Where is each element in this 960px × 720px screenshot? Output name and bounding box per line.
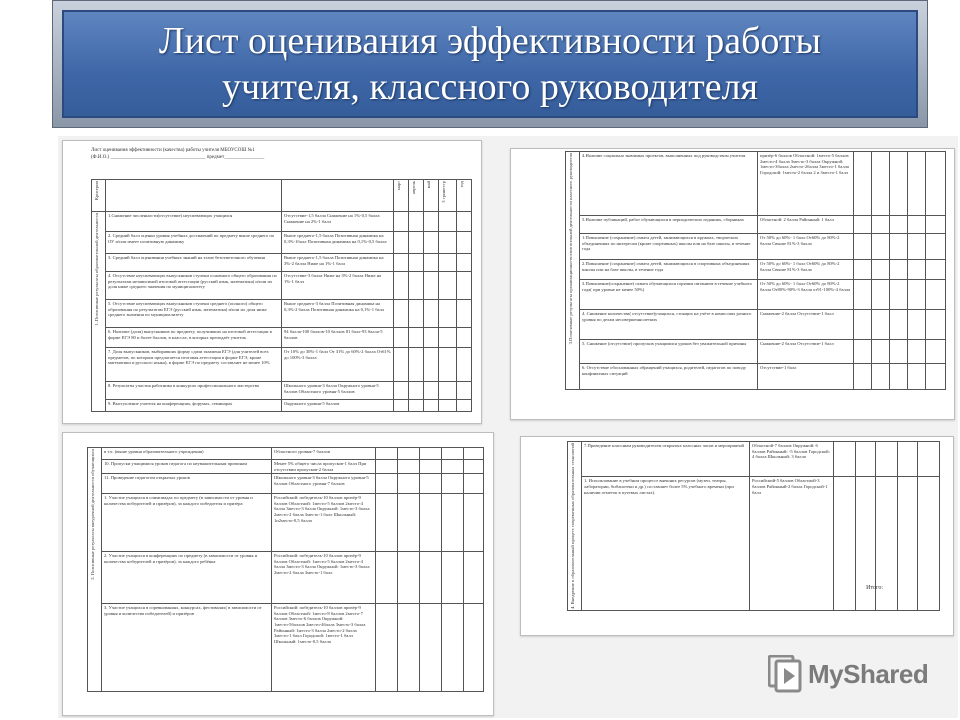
scan-page-4 [520, 436, 954, 636]
page3-row-score: Менее 5% общего числа пропусков-1 балл При отсутствии пропусков-2 балла [272, 460, 376, 474]
scanned-documents-area [58, 136, 958, 718]
page2-row-indicator: 4.Наличие социально значимых проектов, выполненных под руководством учителя [580, 152, 758, 216]
page3-row-indicator: 10. Пропуски учащимися уроков педагога по неуважительным причинам [102, 460, 272, 474]
myshared-watermark-text: MyShared [808, 658, 929, 689]
page1-month-1: март [394, 180, 409, 212]
page3-table [87, 447, 484, 692]
page3-row-indicator: 3. Участие учащихся в соревнованиях, конкурсах, фестивалях( в зависимости от уровня и количества победителей) и призёров [102, 604, 272, 692]
page2-table [565, 151, 946, 390]
page2-row-score: Снижение-2 балла Отсутствие-1 балл [758, 340, 854, 364]
page4-row-indicator: 1. Использование в учебном процессе внешних ресурсов (музеи, театры, лаборатории, библиотеки и др.) составляет более 5% учебного времени (при наличии отметок в путевых листах). [582, 477, 750, 610]
page2-row-score: призёр-6 баллов Областной: 1место-5 баллов 2место-4 балла 3место-3 балла Окружной: 1место-3балла 2место-2балла 3место-1 балла Городской: 1место-2 балла 2 и 3место-1 балл [758, 152, 854, 216]
page3-row-score: Областного уровня-7 баллов [272, 448, 376, 460]
page1-group-label: 1. Позитивные результаты образовательной деятельности [92, 212, 106, 412]
page3-row-indicator: 11. Проведение педагогом открытых уроков [102, 474, 272, 494]
page1-row-indicator: 2. Средний балл оценки уровня учебных достижений по предмету выше среднего по ОУ и/или имеет позитивную динамику [106, 232, 282, 254]
page1-month-5: год [457, 180, 472, 212]
page1-row-indicator: 9. Выступление учителя на конференциях, форумах, семинарах [106, 400, 282, 412]
title-banner [62, 10, 918, 118]
page1-row-score: Окружного уровня-5 баллов [282, 400, 394, 412]
page2-row-score: Областной: 2 балла Районный: 1 балл [758, 216, 854, 234]
page1-row-indicator: 8. Результаты участия работника в конкурсах профессионального мастерства [106, 382, 282, 400]
myshared-logo-icon [768, 655, 802, 693]
page1-row-score: Выше среднего-1,5 балла Позитивная динамика на 0,3%-1балл Позитивная динамика на 0,1%-0,5 балла [282, 232, 394, 254]
page1-row-score: Отсутствие-1,5 балла Снижение на 1%-0,5 балла Снижение на 2%-1 балл [282, 212, 394, 232]
page1-heading: Лист оценивания эффективности (качества) работы учителя МБОУСОШ №1 [91, 148, 255, 153]
page4-total-label: Итого: [866, 585, 883, 591]
page2-row-indicator: 5. Снижение (отсутствие) пропусков учащимися уроков без уважительной причины [580, 340, 758, 364]
page1-row-score: Выше среднего-1,5 балла Позитивная динамика на 3%-2 балла Ниже на 1%-1 балл [282, 254, 394, 272]
page1-row-indicator: 5. Отсутствие неуспевающих выпускников ступени среднего (полного) общего образования по результатам ЕГЭ (русский язык, математика) и/или их доля ниже среднего значения по муниципалитету [106, 300, 282, 328]
page1-row-indicator: 7. Доля выпускников, выбиравших форму сдачи экзамена ЕГЭ (для учителей всех предметов, по которым предлагается итоговая аттестация в форме ЕГЭ, кроме математики и русского языка), в форме ЕГЭ по предмету составляет не менее 10% [106, 348, 282, 382]
page3-group-label: 2. Позитивные результаты внеурочной деятельности обучающихся [88, 448, 102, 692]
page3-row-score: Российский: победитель-10 баллов призёр-9 баллов Областной: 1место-5 баллов 2место-4 балла 3место-3 балла Окружной: 1место-3 балла 2место-2 балла 3место-1 балл [272, 552, 376, 604]
scan-page-1 [62, 140, 482, 424]
page1-fio: (Ф.И.О.) ______________________________________ предмет________________ [91, 155, 265, 160]
page2-row-score: Отсутствие-1 балл [758, 364, 854, 390]
page4-row-score: Областной-7 баллов Окружной: 6 баллов Районный: -5 баллов Городской: 4 балла Школьный: 3 балла [750, 442, 834, 477]
page1-row-score: Отсутствие-3 балла Ниже на 3%-2 балла Ниже на 1%-1 балл [282, 272, 394, 300]
page1-row-score: Выше среднего-3 балла Позитивная динамика на 0,3%-2 балла Позитивная динамика на 0,1%-1 балл [282, 300, 394, 328]
page1-criteria-header: Критерии [92, 180, 106, 212]
page2-row-indicator: 5.Наличие публикаций, работ обучающихся в периодических изданиях, сборниках [580, 216, 758, 234]
page3-row-score: Российский: победитель-10 баллов призёр-9 баллов Областной: 1место-5 баллов 2место-4 балла 3место-3 балла Окружной: 1место-3 балла 2место-2 балла 3место-1 балл Школьный: 1и2место-0,5 балла [272, 494, 376, 552]
page2-row-indicator: 3.Повышение(сохранение) охвата обучающихся горячим питанием в течение учебного года( при уровне не менее 50%) [580, 280, 758, 310]
page4-group-label: 4. Внедрение в образовательный процесс современных образовательных технологий [568, 442, 582, 611]
page4-table [567, 441, 940, 611]
page1-row-score: 94 балла-100 баллов-10 баллов 81 балл-93 балла-5 баллов [282, 328, 394, 348]
page2-row-indicator: 6. Отсутствие обоснованных обращений учащихся, родителей, педагогов по поводу конфликтных ситуаций [580, 364, 758, 390]
page1-row-score: От 10% до 30%-1 балл От 31% до 60%-2 балла От61% до 100%-3 балла [282, 348, 394, 382]
title-line-1: Лист оценивания эффективности работы [158, 20, 822, 62]
page3-row-score: Российский: победитель-10 баллов призёр-9 баллов Областной: 1место-8 баллов 2место-7 баллов 3место-6 баллов Окружной: 1место-5баллов 2место-4балла 3место-3 балла Районный: 1место-3 балла 2место-2 балла 3место-1 балл Городской: 1место-1 балл Школьный: 1место-0,5 балла [272, 604, 376, 692]
page1-month-2: апрель [409, 180, 424, 212]
page2-row-score: От 50% до 60%- 1 балл От60% до 80%-2 балла От80%-90%-3 балла от91-100%-4 балла [758, 280, 854, 310]
page2-row-score: От 50% до 60%- 1 балл От60% до 80%-2 балла Свыше 81%-3 балла [758, 260, 854, 280]
page1-row-indicator: 6. Наличие (доля) выпускников по предмету, получивших на итоговой аттестации в форме ЕГЭ 80 и более баллов, в классах, в которых преподаёт учитель [106, 328, 282, 348]
page2-row-indicator: 4. Снижение количества( отсутствие)учащихся, стоящих на учёте в комиссиях разного уровня по делам несовершеннолетних [580, 310, 758, 340]
page1-header [91, 147, 471, 161]
page2-group-label: 3.Позитивные результаты организационно-воспитательной деятельности классного руководителя [566, 152, 580, 390]
title-line-2: учителя, классного руководителя [221, 66, 759, 108]
scan-page-3 [62, 432, 494, 716]
page2-row-indicator: 2.Повышение (сохранение) охвата детей, занимающихся в спортивных объединениях школы или на базе школы, в течение года [580, 260, 758, 280]
scan-page-2 [510, 148, 955, 420]
myshared-watermark [768, 652, 928, 696]
page4-row-indicator: 7.Проведение классным руководителем открытых классных часов и мероприятий [582, 442, 750, 477]
page1-month-3: май [424, 180, 439, 212]
page1-month-4: 3 триместр [439, 180, 457, 212]
page3-row-indicator: 2. Участие учащихся в конференциях по предмету (в зависимости от уровня и количества победителей и призёров), за каждого ребёнка [102, 552, 272, 604]
page2-row-score: Снижение-2 балла Отсутствие-1 балл [758, 310, 854, 340]
page3-row-indicator: в т.ч. (выше уровня образовательного учреждения) [102, 448, 272, 460]
page3-row-indicator: 1. Участие учащихся в олимпиадах по предмету (в зависимости от уровня и количества победителей и призёров), за каждого победителя и призёра [102, 494, 272, 552]
page1-row-indicator: 3. Средний балл оценивания учебных знаний на этапе безотметочного обучения [106, 254, 282, 272]
page3-row-score: Школьного уровня-3 балла Окружного уровня-5 баллов Областного уровня-7 баллов [272, 474, 376, 494]
page1-row-indicator: 4. Отсутствие неуспевающих выпускников ступени основного общего образования по результатам независимой итоговой аттестации (русский язык, математика) и/или их доля ниже среднего значения по муниципалитету [106, 272, 282, 300]
page1-row-indicator: 1.Снижение численности(отсутствие) неуспевающих учащихся [106, 212, 282, 232]
page1-table [91, 179, 472, 412]
page2-row-indicator: 1.Повышение (сохранение) охвата детей, занимающихся в кружках, творческих объединениях по интересам (кроме спортивных) школы или на базе школы, в течение года [580, 234, 758, 260]
page4-row-score: Российский-5 баллов Областной-3 баллов Районный-2 балла Городской-1 балл [750, 477, 834, 610]
page1-row-score: Школьного уровня-3 балла Окружного уровня-5 баллов Областного уровня-5 баллов [282, 382, 394, 400]
page2-row-score: От 50% до 60%- 1 балл От60% до 80%-2 балла Свыше 81%-3 балла [758, 234, 854, 260]
